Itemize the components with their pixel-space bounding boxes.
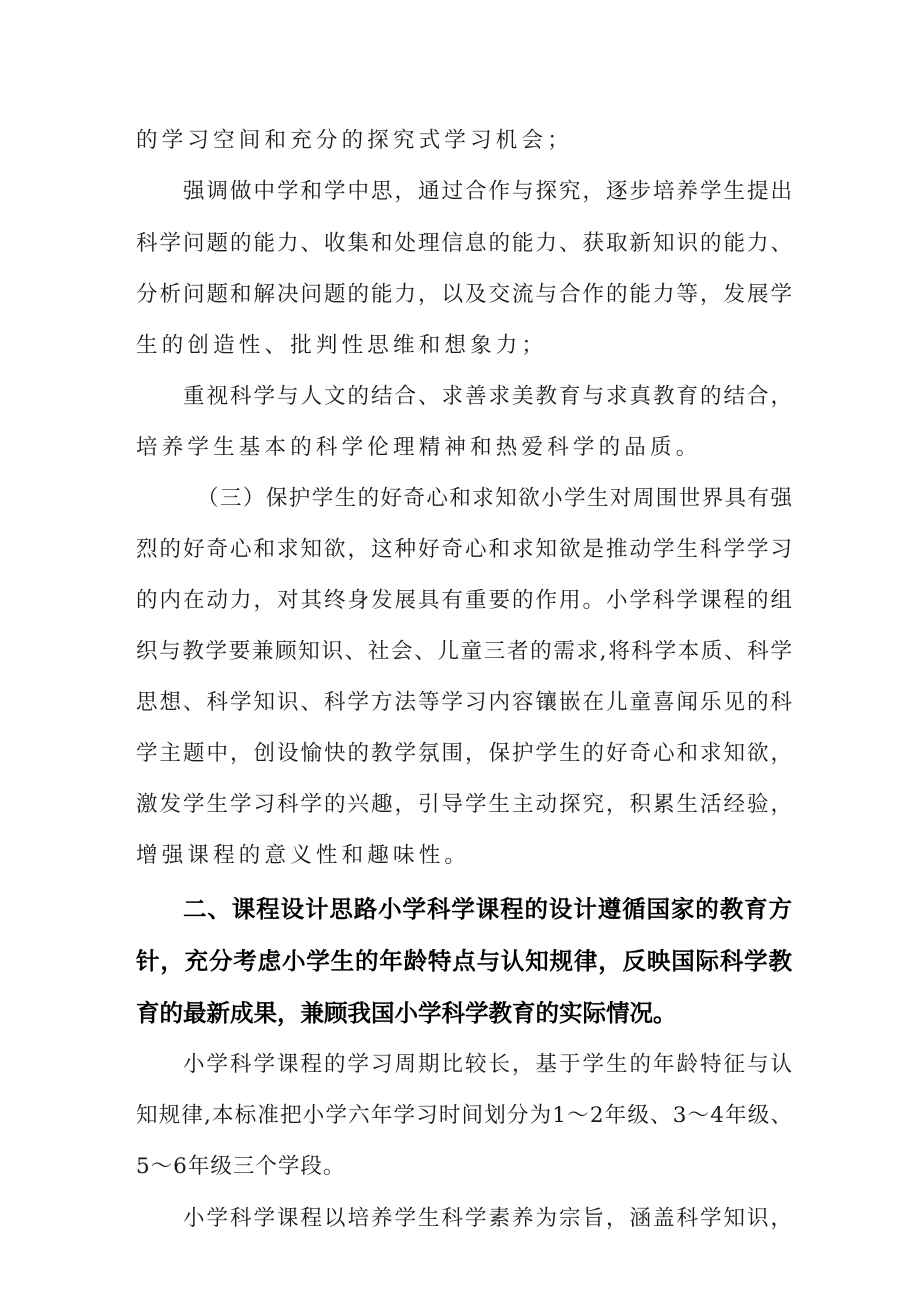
text-line: 的学习空间和充分的探究式学习机会； [136,128,573,153]
text-line: 的内在动力，对其终身发展具有重要的作用。小学科学课程的组 [136,588,792,613]
text-line: 分析问题和解决问题的能力，以及交流与合作的能力等，发展学 [136,282,792,307]
text-line: 学主题中，创设愉快的教学氛围，保护学生的好奇心和求知欲， [136,741,792,766]
section-heading-line: 育的最新成果，兼顾我国小学科学教育的实际情况。 [136,999,677,1027]
text-line: 织与教学要兼顾知识、社会、儿童三者的需求,将科学本质、科学 [136,639,792,664]
section-heading-line: 二、课程设计思路小学科学课程的设计遵循国家的教育方 [183,895,792,923]
text-line: 思想、科学知识、科学方法等学习内容镶嵌在儿童喜闻乐见的科 [136,690,792,715]
text-line: 科学问题的能力、收集和处理信息的能力、获取新知识的能力、 [136,231,792,256]
text-line: 培养学生基本的科学伦理精神和热爱科学的品质。 [136,435,702,460]
section-heading-line: 针，充分考虑小学生的年龄特点与认知规律，反映国际科学教 [136,947,792,975]
text-line: 知规律,本标准把小学六年学习时间划分为1～2年级、3～4年级、 [136,1103,792,1128]
text-line: 生的创造性、批判性思维和想象力； [136,333,548,358]
text-line: 激发学生学习科学的兴趣，引导学生主动探究，积累生活经验， [136,792,792,817]
text-line: 强调做中学和学中思，通过合作与探究，逐步培养学生提出 [183,179,792,204]
text-line: 烈的好奇心和求知欲，这种好奇心和求知欲是推动学生科学学习 [136,537,792,562]
text-line: 重视科学与人文的结合、求善求美教育与求真教育的结合， [183,384,792,409]
text-line: （三）保护学生的好奇心和求知欲小学生对周围世界具有强 [197,486,792,511]
text-line: 小学科学课程的学习周期比较长，基于学生的年龄特征与认 [183,1052,792,1077]
text-line: 5～6年级三个学段。 [136,1154,346,1179]
text-line: 小学科学课程以培养学生科学素养为宗旨，涵盖科学知识， [183,1206,792,1231]
text-line: 增强课程的意义性和趣味性。 [136,843,471,868]
